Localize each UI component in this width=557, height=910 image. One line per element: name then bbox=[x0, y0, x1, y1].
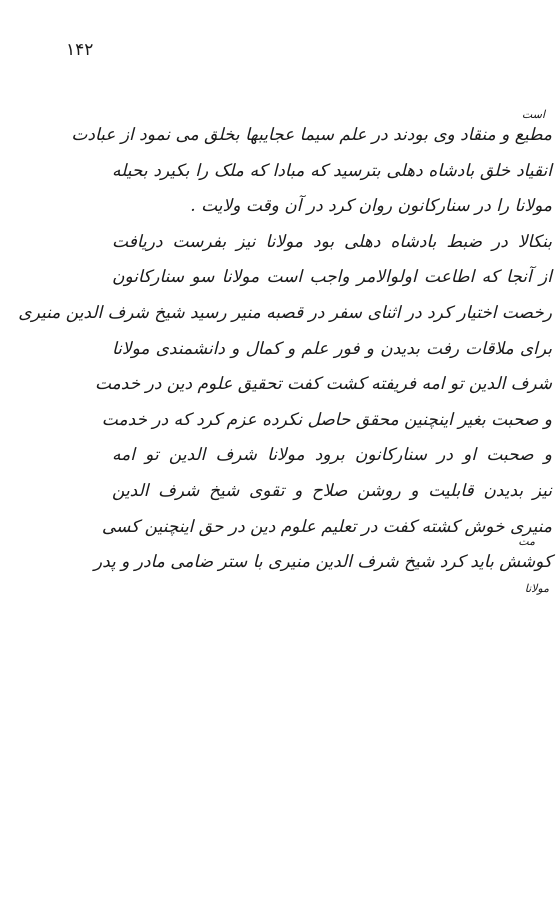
text-line: مولانا را در سنارکانون روان کرد در آن وقت ولایت . bbox=[190, 196, 552, 217]
text-line: برای ملاقات رفت بدیدن و فور علم و کمال و دانشمندی مولانا bbox=[112, 338, 552, 359]
text-line: کوشش باید کرد شیخ شرف الدین منیری با ستر ضامی مادر و پدر bbox=[93, 552, 552, 573]
margin-gloss: مولانا bbox=[524, 582, 549, 595]
text-line: نیز بدیدن قابلیت و روشن صلاح و تقوی شیخ شرف الدین bbox=[112, 480, 552, 501]
text-line: رخصت اختیار کرد در اثنای سفر در قصبه منیر رسید شیخ شرف الدین منیری bbox=[18, 302, 552, 323]
text-line: و صحبت بغیر اینچنین محقق حاصل نکرده عزم کرد که در خدمت bbox=[101, 409, 552, 430]
text-line: انقیاد خلق بادشاه دهلی بترسید که مبادا که ملک را بکیرد بحیله bbox=[112, 160, 552, 181]
text-line: مطیع و منقاد وی بودند در علم سیما عجایبها بخلق می نمود از عبادت bbox=[71, 125, 552, 145]
page-number: ۱۴۲ bbox=[66, 40, 94, 60]
margin-gloss: مت bbox=[518, 535, 535, 548]
text-line: و صحبت او در سنارکانون برود مولانا شرف الدین تو امه bbox=[112, 445, 552, 466]
manuscript-text bbox=[18, 118, 552, 581]
text-line: منیری خوش کشته کفت در تعلیم علوم دین در حق اینچنین کسی bbox=[101, 516, 552, 537]
margin-gloss: است bbox=[521, 108, 545, 121]
text-line: بنکالا در ضبط بادشاه دهلی بود مولانا نیز بفرست دریافت bbox=[112, 231, 552, 252]
text-line: از آنجا که اطاعت اولوالامر واجب است مولانا سو سنارکانون bbox=[112, 267, 552, 288]
text-line: شرف الدین تو امه فریفته کشت کفت تحقیق علوم دین در خدمت bbox=[94, 374, 552, 395]
